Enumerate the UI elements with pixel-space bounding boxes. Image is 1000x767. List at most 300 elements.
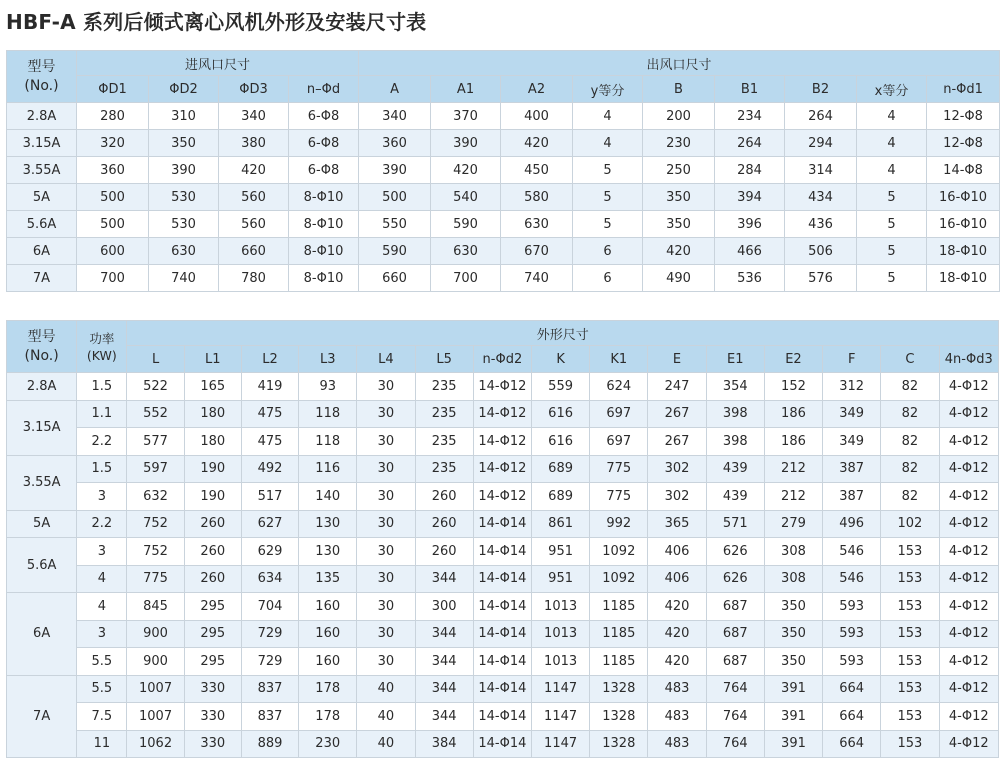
table-cell: 593 <box>823 593 881 621</box>
table-cell: 260 <box>415 538 473 566</box>
table-cell: 752 <box>127 510 184 538</box>
table-row <box>7 103 1000 130</box>
table-cell: 153 <box>881 620 939 648</box>
table-row <box>7 538 999 566</box>
table-cell: 267 <box>648 428 706 456</box>
power-cell: 5.5 <box>77 675 127 703</box>
table-cell: 344 <box>415 703 473 731</box>
table-row <box>7 620 999 648</box>
table-cell: 506 <box>785 238 857 265</box>
table-cell: 295 <box>184 593 241 621</box>
table-row <box>7 565 999 593</box>
table-cell: 951 <box>531 538 589 566</box>
table-cell: 394 <box>715 184 785 211</box>
table-cell: 1007 <box>127 703 184 731</box>
table-cell: 350 <box>149 130 219 157</box>
table-cell: 634 <box>241 565 298 593</box>
table-cell: 400 <box>501 103 573 130</box>
table-cell: 160 <box>299 648 357 676</box>
table-cell: 5 <box>857 265 927 292</box>
table-cell: 992 <box>590 510 648 538</box>
column-header: ΦD3 <box>219 76 289 103</box>
column-header: B1 <box>715 76 785 103</box>
table-cell: 5 <box>573 157 643 184</box>
table-cell: 4-Φ12 <box>939 538 998 566</box>
model-cell: 2.8A <box>7 373 77 401</box>
table-cell: 593 <box>823 620 881 648</box>
model-cell: 2.8A <box>7 103 77 130</box>
model-header-label: 型号 <box>27 328 56 345</box>
table-cell: 14-Φ14 <box>473 620 531 648</box>
table-cell: 387 <box>823 483 881 511</box>
model-cell: 3.15A <box>7 400 77 455</box>
table-cell: 624 <box>590 373 648 401</box>
model-cell: 6A <box>7 593 77 676</box>
table-cell: 12-Φ8 <box>927 130 1000 157</box>
table-row <box>7 703 999 731</box>
table-cell: 344 <box>415 648 473 676</box>
table-cell: 234 <box>715 103 785 130</box>
column-header: A2 <box>501 76 573 103</box>
table-cell: 14-Φ14 <box>473 565 531 593</box>
table-row <box>7 265 1000 292</box>
table-cell: 1328 <box>590 675 648 703</box>
table-cell: 4-Φ12 <box>939 455 998 483</box>
table-cell: 398 <box>706 400 764 428</box>
table-cell: 14-Φ14 <box>473 703 531 731</box>
table-cell: 590 <box>359 238 431 265</box>
table-cell: 350 <box>764 620 822 648</box>
column-header: L5 <box>415 346 473 373</box>
table-row <box>7 373 999 401</box>
column-header: 4n-Φd3 <box>939 346 998 373</box>
table-cell: 102 <box>881 510 939 538</box>
table-cell: 186 <box>764 400 822 428</box>
column-header: y等分 <box>573 76 643 103</box>
table-cell: 30 <box>357 648 415 676</box>
table-cell: 1185 <box>590 648 648 676</box>
table-row <box>7 510 999 538</box>
table-cell: 6-Φ8 <box>289 130 359 157</box>
model-cell: 3.15A <box>7 130 77 157</box>
table-cell: 153 <box>881 593 939 621</box>
table-row <box>7 130 1000 157</box>
table-cell: 6 <box>573 238 643 265</box>
table-cell: 391 <box>764 703 822 731</box>
table-cell: 40 <box>357 675 415 703</box>
table-cell: 475 <box>241 400 298 428</box>
power-cell: 1.5 <box>77 373 127 401</box>
table-cell: 664 <box>823 730 881 758</box>
table-cell: 82 <box>881 400 939 428</box>
table-cell: 354 <box>706 373 764 401</box>
table-cell: 4-Φ12 <box>939 428 998 456</box>
table-cell: 540 <box>431 184 501 211</box>
table-cell: 559 <box>531 373 589 401</box>
column-header: L1 <box>184 346 241 373</box>
table-cell: 450 <box>501 157 573 184</box>
table-cell: 420 <box>501 130 573 157</box>
table-cell: 546 <box>823 565 881 593</box>
table-cell: 616 <box>531 428 589 456</box>
table-cell: 235 <box>415 455 473 483</box>
table-cell: 500 <box>77 211 149 238</box>
table-cell: 837 <box>241 675 298 703</box>
table-cell: 130 <box>299 538 357 566</box>
table-cell: 420 <box>648 620 706 648</box>
table-cell: 370 <box>431 103 501 130</box>
column-header: L4 <box>357 346 415 373</box>
table-cell: 384 <box>415 730 473 758</box>
table-row <box>7 400 999 428</box>
table-cell: 14-Φ12 <box>473 373 531 401</box>
model-cell: 6A <box>7 238 77 265</box>
table-cell: 12-Φ8 <box>927 103 1000 130</box>
table-row <box>7 483 999 511</box>
table-cell: 82 <box>881 373 939 401</box>
table-cell: 264 <box>715 130 785 157</box>
table-cell: 260 <box>415 510 473 538</box>
table-cell: 4 <box>573 103 643 130</box>
table-cell: 330 <box>184 730 241 758</box>
table-cell: 391 <box>764 730 822 758</box>
table-cell: 178 <box>299 703 357 731</box>
power-cell: 4 <box>77 593 127 621</box>
inlet-group-header: 进风口尺寸 <box>77 51 359 76</box>
column-header: L3 <box>299 346 357 373</box>
table-cell: 492 <box>241 455 298 483</box>
table-cell: 190 <box>184 455 241 483</box>
table-cell: 627 <box>241 510 298 538</box>
column-header: E1 <box>706 346 764 373</box>
table-cell: 466 <box>715 238 785 265</box>
power-cell: 7.5 <box>77 703 127 731</box>
table-cell: 436 <box>785 211 857 238</box>
table-cell: 775 <box>127 565 184 593</box>
table-cell: 740 <box>149 265 219 292</box>
table-row <box>7 184 1000 211</box>
table-cell: 247 <box>648 373 706 401</box>
table-cell: 340 <box>359 103 431 130</box>
power-cell: 1.5 <box>77 455 127 483</box>
table-cell: 294 <box>785 130 857 157</box>
table-cell: 279 <box>764 510 822 538</box>
table-cell: 40 <box>357 730 415 758</box>
column-header: F <box>823 346 881 373</box>
table-cell: 500 <box>77 184 149 211</box>
power-cell: 11 <box>77 730 127 758</box>
table-cell: 629 <box>241 538 298 566</box>
table-cell: 687 <box>706 648 764 676</box>
table-cell: 360 <box>359 130 431 157</box>
table-cell: 153 <box>881 538 939 566</box>
table-cell: 571 <box>706 510 764 538</box>
table-cell: 340 <box>219 103 289 130</box>
table-cell: 580 <box>501 184 573 211</box>
table-cell: 390 <box>359 157 431 184</box>
table-cell: 284 <box>715 157 785 184</box>
table-cell: 30 <box>357 455 415 483</box>
model-cell: 3.55A <box>7 455 77 510</box>
table-cell: 689 <box>531 483 589 511</box>
table-cell: 16-Φ10 <box>927 211 1000 238</box>
model-header-unit: (No.) <box>24 347 59 364</box>
model-cell: 7A <box>7 265 77 292</box>
table-cell: 14-Φ12 <box>473 455 531 483</box>
column-header: K1 <box>590 346 648 373</box>
overall-dimension-table <box>6 320 999 758</box>
table-cell: 14-Φ14 <box>473 730 531 758</box>
table-cell: 630 <box>501 211 573 238</box>
column-header: n-Φd2 <box>473 346 531 373</box>
table-cell: 160 <box>299 620 357 648</box>
table-cell: 697 <box>590 400 648 428</box>
table-cell: 420 <box>643 238 715 265</box>
table-cell: 420 <box>431 157 501 184</box>
table-cell: 593 <box>823 648 881 676</box>
table-cell: 8-Φ10 <box>289 265 359 292</box>
table-cell: 212 <box>764 455 822 483</box>
table-cell: 349 <box>823 400 881 428</box>
table-cell: 536 <box>715 265 785 292</box>
table-cell: 546 <box>823 538 881 566</box>
table-cell: 630 <box>149 238 219 265</box>
table-cell: 1147 <box>531 730 589 758</box>
column-header: L <box>127 346 184 373</box>
table-cell: 180 <box>184 428 241 456</box>
table-cell: 490 <box>643 265 715 292</box>
model-cell: 3.55A <box>7 157 77 184</box>
table-cell: 190 <box>184 483 241 511</box>
table-cell: 6-Φ8 <box>289 157 359 184</box>
table-cell: 235 <box>415 373 473 401</box>
table-cell: 14-Φ8 <box>927 157 1000 184</box>
table-cell: 626 <box>706 565 764 593</box>
table-cell: 775 <box>590 483 648 511</box>
table-cell: 700 <box>77 265 149 292</box>
model-cell: 5A <box>7 510 77 538</box>
table-cell: 344 <box>415 620 473 648</box>
table-cell: 30 <box>357 428 415 456</box>
table-cell: 30 <box>357 510 415 538</box>
table-cell: 260 <box>184 538 241 566</box>
column-header: n-Φd1 <box>927 76 1000 103</box>
table-cell: 5 <box>573 211 643 238</box>
column-header: E <box>648 346 706 373</box>
table-cell: 16-Φ10 <box>927 184 1000 211</box>
table-cell: 153 <box>881 703 939 731</box>
table-cell: 344 <box>415 565 473 593</box>
table-cell: 14-Φ14 <box>473 675 531 703</box>
table-cell: 1013 <box>531 648 589 676</box>
table-cell: 483 <box>648 703 706 731</box>
table-cell: 4-Φ12 <box>939 483 998 511</box>
table-cell: 250 <box>643 157 715 184</box>
table-cell: 475 <box>241 428 298 456</box>
table-cell: 664 <box>823 703 881 731</box>
table-cell: 5 <box>857 211 927 238</box>
column-header: B <box>643 76 715 103</box>
table-cell: 632 <box>127 483 184 511</box>
table-cell: 1147 <box>531 703 589 731</box>
table-cell: 4-Φ12 <box>939 400 998 428</box>
table-cell: 775 <box>590 455 648 483</box>
table-row <box>7 238 1000 265</box>
table-cell: 4-Φ12 <box>939 510 998 538</box>
model-header-label: 型号 <box>27 58 56 75</box>
power-cell: 1.1 <box>77 400 127 428</box>
table-cell: 560 <box>219 211 289 238</box>
table-cell: 302 <box>648 455 706 483</box>
table-cell: 560 <box>219 184 289 211</box>
table-cell: 200 <box>643 103 715 130</box>
table-row <box>7 675 999 703</box>
table-cell: 729 <box>241 648 298 676</box>
power-header-unit: (KW) <box>86 347 117 363</box>
table-cell: 140 <box>299 483 357 511</box>
table-cell: 660 <box>219 238 289 265</box>
table-cell: 1062 <box>127 730 184 758</box>
table-cell: 235 <box>415 400 473 428</box>
table-cell: 314 <box>785 157 857 184</box>
model-header-unit: (No.) <box>24 77 59 94</box>
column-header: C <box>881 346 939 373</box>
table-cell: 406 <box>648 538 706 566</box>
table-cell: 1185 <box>590 620 648 648</box>
column-header: E2 <box>764 346 822 373</box>
table-cell: 552 <box>127 400 184 428</box>
table-cell: 5 <box>857 238 927 265</box>
table-cell: 93 <box>299 373 357 401</box>
table-cell: 517 <box>241 483 298 511</box>
table-cell: 670 <box>501 238 573 265</box>
table-cell: 577 <box>127 428 184 456</box>
table-cell: 837 <box>241 703 298 731</box>
table-cell: 689 <box>531 455 589 483</box>
table-cell: 40 <box>357 703 415 731</box>
table-cell: 4 <box>573 130 643 157</box>
table-cell: 390 <box>149 157 219 184</box>
table-cell: 14-Φ14 <box>473 593 531 621</box>
table-cell: 550 <box>359 211 431 238</box>
table-cell: 1007 <box>127 675 184 703</box>
table-cell: 264 <box>785 103 857 130</box>
table-cell: 664 <box>823 675 881 703</box>
column-header: A1 <box>431 76 501 103</box>
power-cell: 3 <box>77 620 127 648</box>
table-cell: 439 <box>706 455 764 483</box>
table-cell: 153 <box>881 648 939 676</box>
table-cell: 590 <box>431 211 501 238</box>
table-cell: 8-Φ10 <box>289 184 359 211</box>
inlet-outlet-dimension-table <box>6 50 1000 292</box>
column-header: ΦD1 <box>77 76 149 103</box>
table-cell: 267 <box>648 400 706 428</box>
column-header: L2 <box>241 346 298 373</box>
table-cell: 82 <box>881 483 939 511</box>
table-cell: 18-Φ10 <box>927 265 1000 292</box>
table-cell: 350 <box>643 184 715 211</box>
table-cell: 14-Φ12 <box>473 428 531 456</box>
table-cell: 616 <box>531 400 589 428</box>
table-cell: 740 <box>501 265 573 292</box>
table-cell: 1185 <box>590 593 648 621</box>
table-cell: 900 <box>127 620 184 648</box>
table-cell: 764 <box>706 675 764 703</box>
table-row <box>7 648 999 676</box>
table-cell: 30 <box>357 373 415 401</box>
table-cell: 500 <box>359 184 431 211</box>
table-cell: 380 <box>219 130 289 157</box>
table-cell: 1328 <box>590 730 648 758</box>
column-header: A <box>359 76 431 103</box>
model-cell: 5.6A <box>7 538 77 593</box>
table-cell: 1147 <box>531 675 589 703</box>
table-cell: 130 <box>299 510 357 538</box>
table-cell: 687 <box>706 620 764 648</box>
table-cell: 153 <box>881 730 939 758</box>
table-cell: 4-Φ12 <box>939 620 998 648</box>
table-cell: 230 <box>643 130 715 157</box>
table-row <box>7 157 1000 184</box>
power-header-label: 功率 <box>89 330 115 346</box>
table-cell: 295 <box>184 620 241 648</box>
table-cell: 349 <box>823 428 881 456</box>
table-cell: 1092 <box>590 538 648 566</box>
table-cell: 406 <box>648 565 706 593</box>
table-cell: 365 <box>648 510 706 538</box>
power-cell: 3 <box>77 538 127 566</box>
table-cell: 280 <box>77 103 149 130</box>
table-cell: 350 <box>643 211 715 238</box>
table-cell: 1013 <box>531 593 589 621</box>
table-cell: 18-Φ10 <box>927 238 1000 265</box>
table-cell: 6 <box>573 265 643 292</box>
table-cell: 530 <box>149 184 219 211</box>
table-cell: 302 <box>648 483 706 511</box>
table-cell: 4-Φ12 <box>939 648 998 676</box>
table-cell: 780 <box>219 265 289 292</box>
table-cell: 900 <box>127 648 184 676</box>
table-cell: 660 <box>359 265 431 292</box>
dimensions-group-header: 外形尺寸 <box>127 321 999 346</box>
table-cell: 82 <box>881 428 939 456</box>
table-cell: 5 <box>573 184 643 211</box>
table-cell: 295 <box>184 648 241 676</box>
table-cell: 420 <box>219 157 289 184</box>
power-cell: 2.2 <box>77 428 127 456</box>
power-cell: 5.5 <box>77 648 127 676</box>
page-title: HBF-A 系列后倾式离心风机外形及安装尺寸表 <box>6 10 427 34</box>
table-cell: 861 <box>531 510 589 538</box>
model-header <box>7 51 77 103</box>
power-header <box>77 321 127 373</box>
table-cell: 350 <box>764 648 822 676</box>
table-cell: 889 <box>241 730 298 758</box>
table-cell: 310 <box>149 103 219 130</box>
table-cell: 396 <box>715 211 785 238</box>
table-cell: 4 <box>857 130 927 157</box>
table-cell: 212 <box>764 483 822 511</box>
column-header: B2 <box>785 76 857 103</box>
power-cell: 3 <box>77 483 127 511</box>
table-cell: 14-Φ14 <box>473 510 531 538</box>
table-cell: 420 <box>648 648 706 676</box>
table-cell: 330 <box>184 675 241 703</box>
model-header <box>7 321 77 373</box>
table-cell: 630 <box>431 238 501 265</box>
model-cell: 5.6A <box>7 211 77 238</box>
